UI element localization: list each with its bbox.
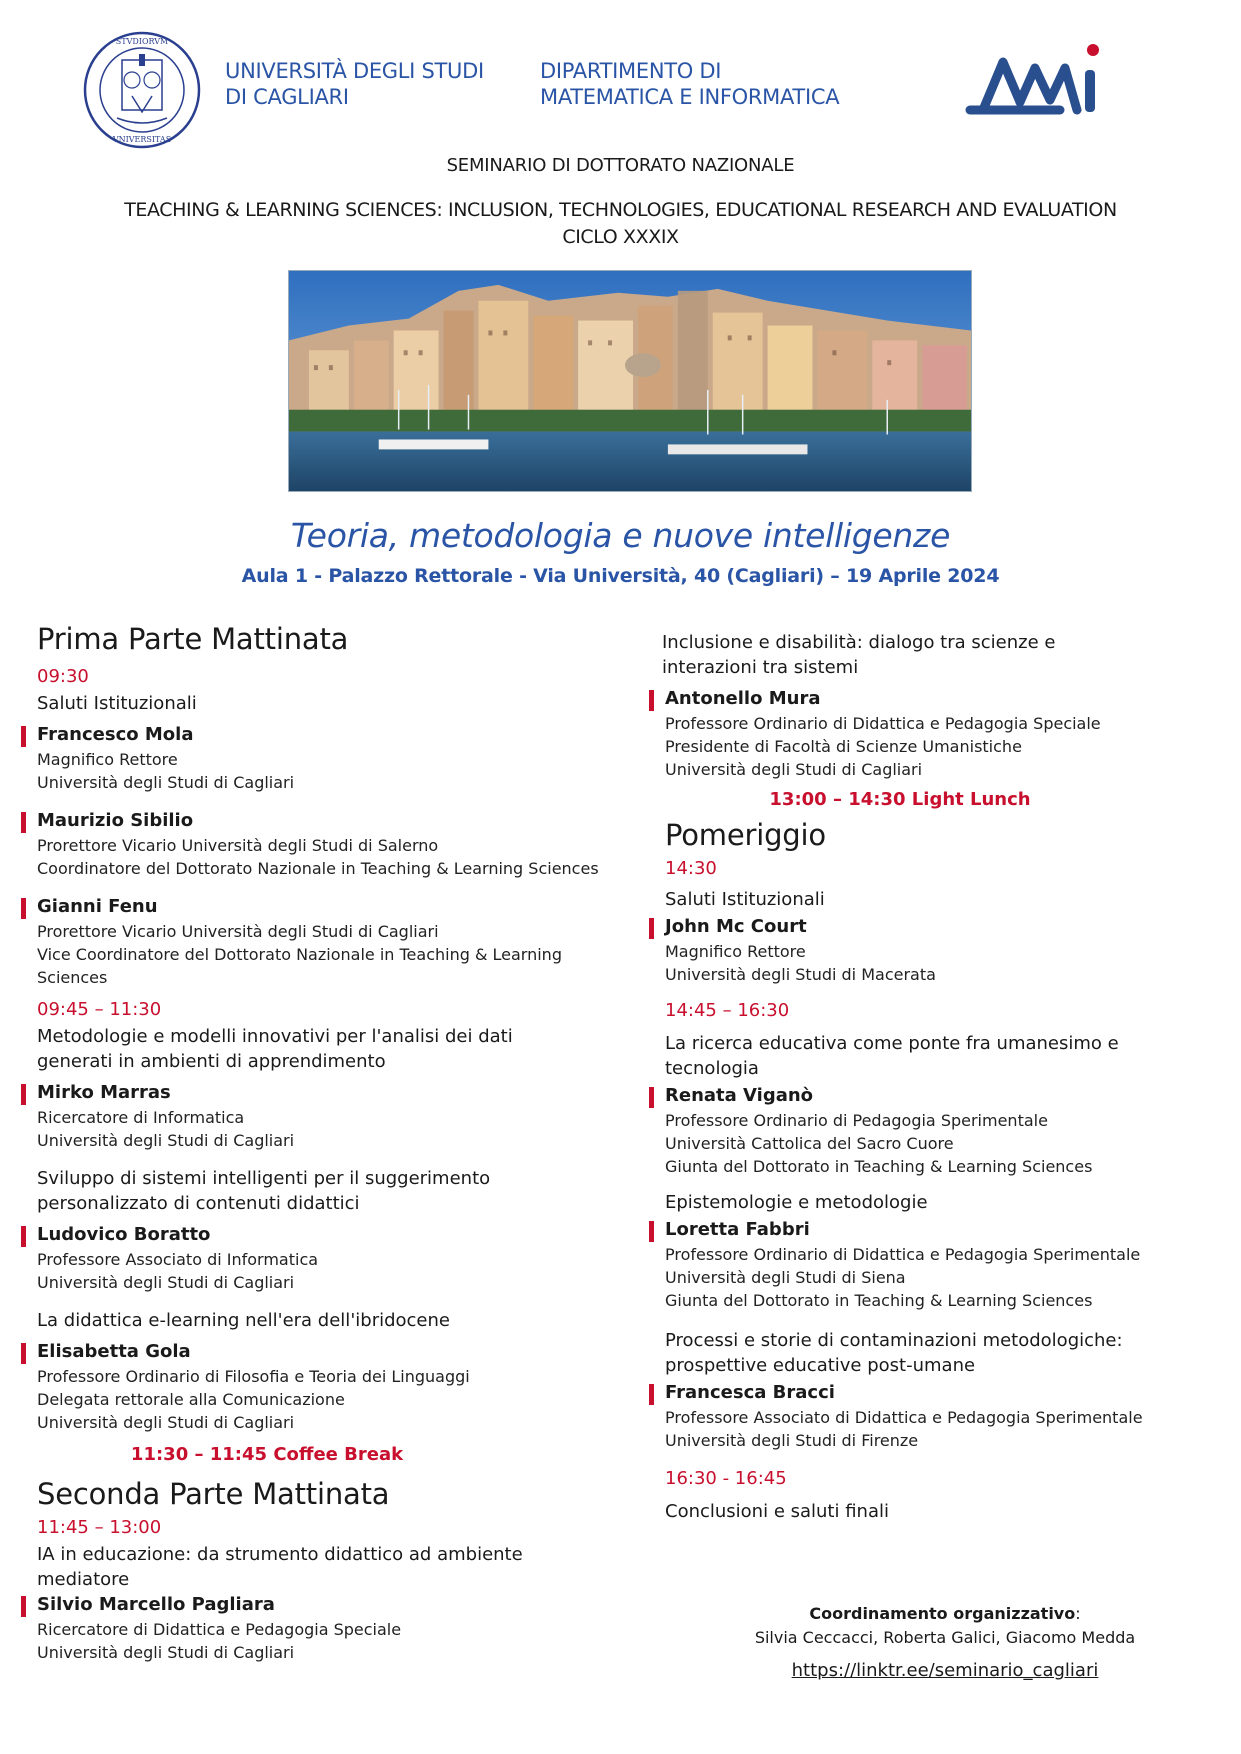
university-name-line1: UNIVERSITÀ DEGLI STUDI	[225, 59, 484, 83]
speaker-marker	[21, 1084, 26, 1105]
speaker-affiliation: Università degli Studi di Macerata	[665, 965, 936, 984]
speaker-name: Silvio Marcello Pagliara	[37, 1594, 275, 1615]
event-title: Teoria, metodologia e nuove intelligenze	[290, 516, 951, 555]
course-title	[60, 197, 1181, 251]
university-name-line2: DI CAGLIARI	[225, 85, 349, 109]
speaker-marker	[21, 812, 26, 833]
speaker-marker	[649, 1087, 654, 1108]
speaker-role: Coordinatore del Dottorato Nazionale in Teaching & Learning Sciences	[37, 859, 599, 878]
session-topic: La didattica e-learning nell'era dell'ibridocene	[37, 1310, 450, 1331]
speaker-marker	[649, 690, 654, 711]
speaker-affiliation: Università Cattolica del Sacro Cuore	[665, 1134, 954, 1153]
speaker-block	[37, 1592, 637, 1664]
section-title-seconda: Seconda Parte Mattinata	[37, 1477, 390, 1511]
speaker-block	[37, 894, 637, 989]
course-cycle: CICLO XXXIX	[562, 226, 679, 248]
event-place-date: Aula 1 - Palazzo Rettorale - Via Università, 40 (Cagliari) – 19 Aprile 2024	[241, 565, 1000, 587]
time-slot: 14:45 – 16:30	[665, 1000, 790, 1021]
coordination-label	[665, 1604, 1225, 1623]
coordination-label-text: Coordinamento organizzativo	[809, 1604, 1076, 1623]
session-topic: Conclusioni e saluti finali	[665, 1501, 889, 1522]
speaker-block	[665, 686, 1225, 781]
course-title-main: TEACHING & LEARNING SCIENCES: INCLUSION, TECHNOLOGIES, EDUCATIONAL RESEARCH AND EVALUATION	[124, 199, 1117, 221]
speaker-block	[37, 1222, 637, 1294]
session-topic: Sviluppo di sistemi intelligenti per il suggerimento personalizzato di contenuti didattici	[37, 1168, 491, 1214]
speaker-role: Vice Coordinatore del Dottorato Nazionale in Teaching & Learning Sciences	[37, 945, 562, 987]
speaker-name: Francesco Mola	[37, 724, 194, 745]
speaker-name: Ludovico Boratto	[37, 1224, 211, 1245]
session-topic: La ricerca educativa come ponte fra umanesimo e tecnologia	[665, 1033, 1119, 1079]
speaker-name: Gianni Fenu	[37, 896, 158, 917]
speaker-role: Professore Associato di Informatica	[37, 1250, 319, 1269]
time-slot: 09:30	[37, 666, 89, 687]
speaker-block	[665, 1083, 1225, 1178]
speaker-role: Ricercatore di Informatica	[37, 1108, 245, 1127]
speaker-affiliation: Università degli Studi di Cagliari	[37, 1131, 295, 1150]
speaker-name: John Mc Court	[665, 916, 807, 937]
session-topic: Saluti Istituzionali	[37, 693, 197, 714]
speaker-role: Giunta del Dottorato in Teaching & Learning Sciences	[665, 1157, 1093, 1176]
time-slot: 11:45 – 13:00	[37, 1517, 162, 1538]
session-topic: Metodologie e modelli innovativi per l'analisi dei dati generati in ambienti di apprendimento	[37, 1026, 513, 1072]
section-title-pomeriggio: Pomeriggio	[665, 818, 826, 852]
speaker-role: Ricercatore di Didattica e Pedagogia Speciale	[37, 1620, 402, 1639]
speaker-block	[37, 1080, 637, 1152]
speaker-role: Professore Associato di Didattica e Pedagogia Sperimentale	[665, 1408, 1143, 1427]
lunch-break: 13:00 – 14:30 Light Lunch	[769, 789, 1031, 810]
speaker-affiliation: Università degli Studi di Firenze	[665, 1431, 919, 1450]
speaker-name: Elisabetta Gola	[37, 1341, 191, 1362]
session-topic: Processi e storie di contaminazioni metodologiche: prospettive educative post-umane	[665, 1330, 1123, 1376]
session-topic: Epistemologie e metodologie	[665, 1192, 928, 1213]
seminar-link[interactable]: https://linktr.ee/seminario_cagliari	[791, 1660, 1099, 1681]
speaker-block	[37, 808, 637, 880]
speaker-block	[665, 1217, 1225, 1312]
time-slot: 14:30	[665, 858, 717, 879]
speaker-block	[37, 1339, 637, 1434]
university-seal-icon	[82, 30, 202, 150]
program-left-column	[37, 622, 637, 1678]
speaker-marker	[21, 898, 26, 919]
speaker-affiliation: Università degli Studi di Siena	[665, 1268, 906, 1287]
speaker-role: Professore Ordinario di Didattica e Pedagogia Speciale	[665, 714, 1101, 733]
time-slot: 09:45 – 11:30	[37, 999, 162, 1020]
speaker-name: Francesca Bracci	[665, 1382, 835, 1403]
speaker-role: Presidente di Facoltà di Scienze Umanistiche	[665, 737, 1022, 756]
department-name-line1: DIPARTIMENTO DI	[540, 59, 722, 83]
department-name-line2: MATEMATICA E INFORMATICA	[540, 85, 840, 109]
speaker-marker	[649, 1221, 654, 1242]
speaker-block	[665, 914, 1225, 986]
program-right-column	[662, 630, 1225, 1530]
speaker-role: Delegata rettorale alla Comunicazione	[37, 1390, 345, 1409]
coordination-label-colon: :	[1075, 1604, 1081, 1623]
speaker-affiliation: Università degli Studi di Cagliari	[37, 773, 295, 792]
speaker-role: Prorettore Vicario Università degli Studi di Salerno	[37, 836, 439, 855]
session-topic: IA in educazione: da strumento didattico ad ambiente mediatore	[37, 1544, 523, 1590]
speaker-block	[665, 1380, 1225, 1452]
speaker-name: Renata Viganò	[665, 1085, 814, 1106]
cagliari-cityscape-image	[288, 270, 972, 492]
time-slot: 16:30 - 16:45	[665, 1468, 787, 1489]
speaker-block	[37, 722, 637, 794]
speaker-name: Mirko Marras	[37, 1082, 171, 1103]
department-name	[540, 58, 839, 110]
speaker-name: Antonello Mura	[665, 688, 821, 709]
speaker-name: Loretta Fabbri	[665, 1219, 810, 1240]
speaker-role: Magnifico Rettore	[665, 942, 806, 961]
svg-text:STVDIORVM: STVDIORVM	[115, 37, 169, 46]
session-topic: Saluti Istituzionali	[665, 889, 825, 910]
speaker-marker	[21, 1226, 26, 1247]
speaker-role: Magnifico Rettore	[37, 750, 178, 769]
university-name	[225, 58, 484, 110]
speaker-affiliation: Università degli Studi di Cagliari	[665, 760, 923, 779]
svg-text:VNIVERSITAS: VNIVERSITAS	[112, 135, 172, 144]
speaker-affiliation: Università degli Studi di Cagliari	[37, 1643, 295, 1662]
speaker-role: Professore Ordinario di Filosofia e Teoria dei Linguaggi	[37, 1367, 470, 1386]
speaker-role: Giunta del Dottorato in Teaching & Learning Sciences	[665, 1291, 1093, 1310]
speaker-role: Prorettore Vicario Università degli Studi di Cagliari	[37, 922, 439, 941]
coordination-names: Silvia Ceccacci, Roberta Galici, Giacomo Medda	[754, 1628, 1136, 1647]
section-title-prima: Prima Parte Mattinata	[37, 622, 349, 656]
speaker-marker	[649, 1384, 654, 1405]
speaker-affiliation: Università degli Studi di Cagliari	[37, 1273, 295, 1292]
speaker-marker	[21, 1343, 26, 1364]
speaker-marker	[21, 726, 26, 747]
speaker-name: Maurizio Sibilio	[37, 810, 194, 831]
speaker-affiliation: Università degli Studi di Cagliari	[37, 1413, 295, 1432]
seminar-type: SEMINARIO DI DOTTORATO NAZIONALE	[446, 155, 795, 176]
ami-logo-icon	[965, 40, 1125, 130]
speaker-marker	[649, 918, 654, 939]
speaker-role: Professore Ordinario di Pedagogia Sperimentale	[665, 1111, 1048, 1130]
speaker-marker	[21, 1596, 26, 1617]
session-topic: Inclusione e disabilità: dialogo tra scienze e interazioni tra sistemi	[662, 632, 1056, 678]
speaker-role: Professore Ordinario di Didattica e Pedagogia Sperimentale	[665, 1245, 1141, 1264]
coffee-break: 11:30 – 11:45 Coffee Break	[130, 1444, 404, 1465]
